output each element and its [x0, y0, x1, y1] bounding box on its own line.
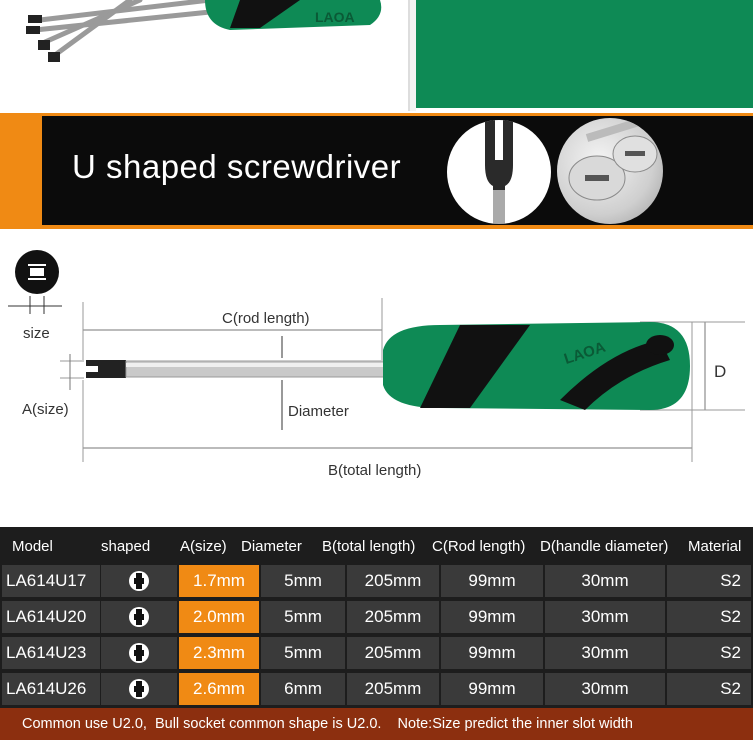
u-shape-icon — [101, 601, 177, 633]
rod-length-label: C(rod length) — [222, 310, 310, 327]
table-cell-diameter: 6mm — [261, 673, 345, 705]
dimension-diagram — [0, 230, 753, 525]
table-cell-total-length: 205mm — [347, 673, 439, 705]
table-cell-total-length: 205mm — [347, 601, 439, 633]
table-cell-material: S2 — [667, 673, 751, 705]
table-cell-handle-diameter: 30mm — [545, 565, 665, 597]
header-a-size: A(size) — [180, 538, 227, 555]
table-cell-rod-length: 99mm — [441, 637, 543, 669]
svg-text:LAOA: LAOA — [315, 9, 355, 25]
table-row-model: LA614U17 — [2, 565, 100, 597]
table-cell-total-length: 205mm — [347, 565, 439, 597]
product-photo-top — [0, 0, 410, 111]
header-total-length: B(total length) — [322, 538, 416, 555]
u-shape-icon — [101, 565, 177, 597]
table-cell-diameter: 5mm — [261, 601, 345, 633]
header-shaped: shaped — [101, 538, 151, 555]
u-profile-icon — [15, 250, 59, 294]
total-length-label: B(total length) — [328, 462, 422, 479]
table-row-model: LA614U23 — [2, 637, 100, 669]
footer-text: Common use U2.0, Bull socket common shape is U2.0. Note:Size predict the inner slot width — [22, 716, 633, 732]
header-material: Material — [688, 538, 742, 555]
table-cell-handle-diameter: 30mm — [545, 601, 665, 633]
table-cell-material: S2 — [667, 565, 751, 597]
header-diameter: Diameter — [241, 538, 302, 555]
screw-heads-closeup-image — [557, 118, 663, 224]
table-cell-diameter: 5mm — [261, 637, 345, 669]
screwdriver-photo-image — [0, 0, 410, 111]
table-cell-a-size: 2.0mm — [179, 601, 259, 633]
diameter-label: Diameter — [288, 403, 349, 420]
table-cell-a-size: 2.6mm — [179, 673, 259, 705]
table-cell-rod-length: 99mm — [441, 601, 543, 633]
size-label: size — [23, 325, 50, 342]
header-model: Model — [12, 538, 53, 555]
table-row-model: LA614U26 — [2, 673, 100, 705]
table-cell-rod-length: 99mm — [441, 565, 543, 597]
table-cell-rod-length: 99mm — [441, 673, 543, 705]
table-cell-a-size: 2.3mm — [179, 637, 259, 669]
table-cell-material: S2 — [667, 637, 751, 669]
header-handle-diameter: D(handle diameter) — [540, 538, 669, 555]
u-shape-icon — [101, 637, 177, 669]
a-size-label: A(size) — [22, 401, 69, 418]
table-cell-handle-diameter: 30mm — [545, 637, 665, 669]
banner-title: U shaped screwdriver — [72, 148, 402, 185]
screwdriver-drawing — [86, 322, 690, 410]
table-cell-total-length: 205mm — [347, 637, 439, 669]
brand-logo-text: LAOA — [561, 338, 608, 368]
u-tip-closeup-image — [447, 120, 551, 224]
table-cell-handle-diameter: 30mm — [545, 673, 665, 705]
u-shape-icon — [101, 673, 177, 705]
table-cell-material: S2 — [667, 601, 751, 633]
footer-note — [0, 708, 753, 740]
handle-d-label: D — [714, 362, 727, 381]
table-cell-a-size: 1.7mm — [179, 565, 259, 597]
table-row-model: LA614U20 — [2, 601, 100, 633]
green-color-panel — [416, 0, 753, 108]
header-rod-length: C(Rod length) — [432, 538, 526, 555]
table-cell-diameter: 5mm — [261, 565, 345, 597]
